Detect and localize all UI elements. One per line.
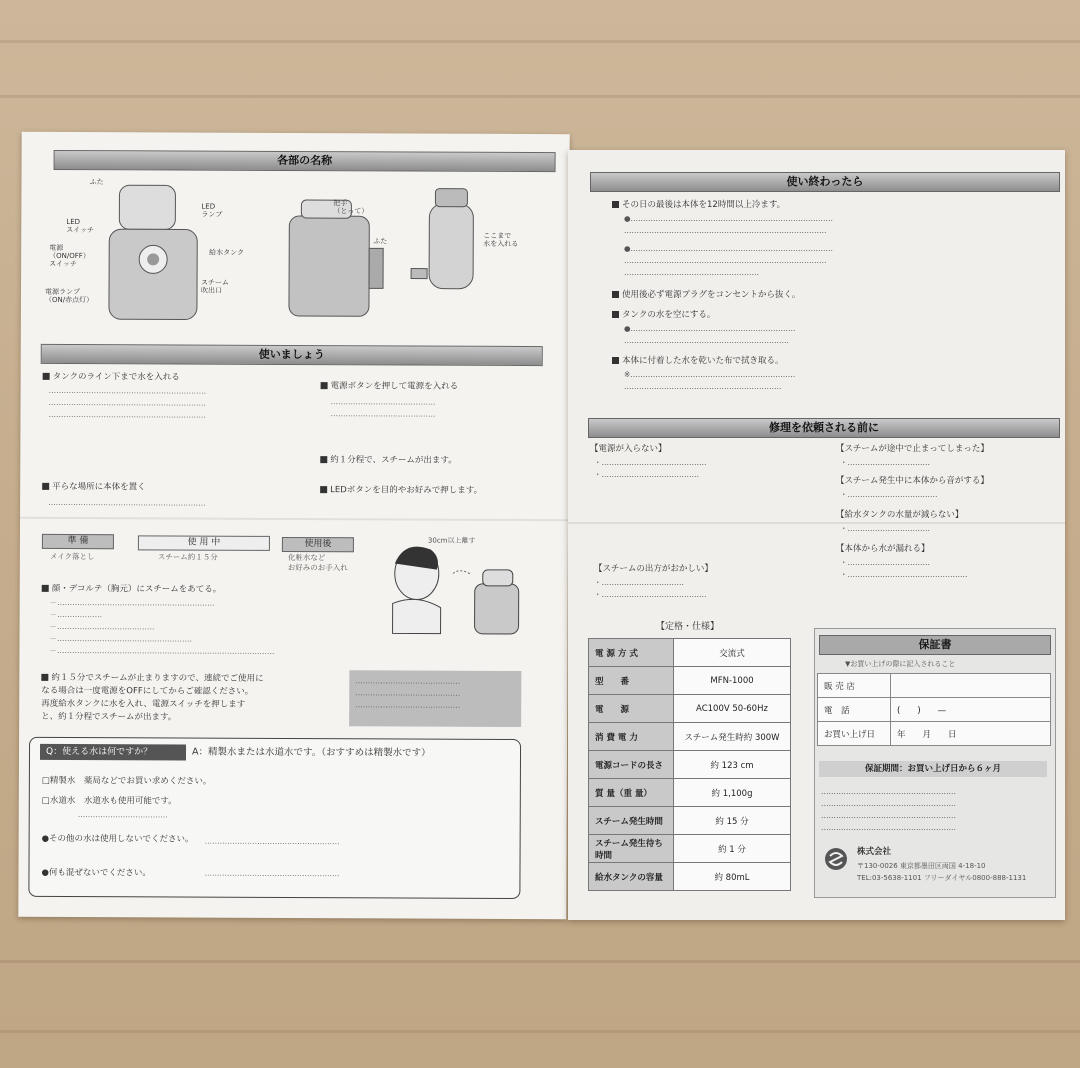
phase-after-use-sub: 化粧水など お好みのお手入れ bbox=[287, 552, 348, 573]
spec-table bbox=[588, 638, 791, 891]
care-item: タンクの水を空にする。 bbox=[612, 310, 715, 321]
fine-print: ……………………………………………………… bbox=[48, 397, 207, 408]
fine-print: ・………………………………………… bbox=[840, 570, 968, 579]
part-label: 電源 （ON/OFF） スイッチ bbox=[49, 243, 90, 269]
care-item: 使用後必ず電源プラグをコンセントから抜く。 bbox=[612, 290, 800, 301]
qa-item: □水道水 水道水も使用可能です。 bbox=[41, 795, 177, 807]
part-label: 把手 （とって） bbox=[333, 199, 369, 216]
part-label: ふた bbox=[373, 237, 388, 246]
warranty-row bbox=[818, 722, 1051, 746]
spec-title: 【定格・仕様】 bbox=[656, 622, 720, 632]
step-power-on: 電源ボタンを押して電源を入れる bbox=[321, 381, 459, 393]
fine-print: ……………………………………………… bbox=[624, 268, 759, 277]
fine-print: －…………………………………………………………………………… bbox=[49, 645, 275, 656]
spec-key: 電 源 bbox=[589, 695, 674, 723]
fine-print: …………………………………… bbox=[355, 688, 461, 698]
spec-key: 給水タンクの容量 bbox=[589, 863, 674, 891]
phase-after-use: 使用後 bbox=[282, 537, 354, 552]
note-box bbox=[349, 670, 521, 727]
fine-print: …………………………………… bbox=[355, 700, 461, 710]
qa-item: □精製水 薬局などでお買い求めください。 bbox=[41, 775, 212, 787]
part-label: 給水タンク bbox=[209, 248, 245, 257]
qa-question: Q：使える水は何ですか？ bbox=[40, 744, 186, 761]
phase-prepare-sub: メイク落とし bbox=[49, 551, 95, 562]
fine-print: ……………………………………………… bbox=[204, 868, 340, 879]
fine-print: ……………………………………………………………………… bbox=[624, 226, 827, 235]
wood-grain bbox=[0, 1030, 1080, 1033]
warranty-card bbox=[814, 628, 1056, 898]
spec-key: スチーム発生時間 bbox=[589, 807, 674, 835]
fine-print: ……………………………………………………… bbox=[48, 385, 207, 396]
spec-key: 電 源 方 式 bbox=[589, 639, 674, 667]
trouble-item: 【スチームが途中で止まってしまった】 bbox=[836, 444, 989, 454]
qa-item: ●その他の水は使用しないでください。 bbox=[41, 833, 194, 845]
phase-in-use: 使 用 中 bbox=[138, 535, 270, 551]
care-item: その日の最後は本体を12時間以上冷ます。 bbox=[612, 200, 785, 211]
fine-print: ・…………………………… bbox=[840, 524, 930, 533]
spec-value: AC100V 50-60Hz bbox=[674, 695, 791, 723]
usage-section-title: 使いましょう bbox=[41, 344, 543, 366]
warranty-value: 年 月 日 bbox=[891, 722, 1051, 746]
wood-grain bbox=[0, 40, 1080, 43]
warranty-value: ( ) — bbox=[891, 698, 1051, 722]
warranty-period: 保証期間：お買い上げ日から６ヶ月 bbox=[819, 761, 1047, 777]
spec-key: スチーム発生待ち時間 bbox=[589, 835, 674, 863]
trouble-item: 【電源が入らない】 bbox=[590, 444, 667, 454]
fine-print: ……………………………………………… bbox=[821, 787, 956, 796]
fine-print: …………………………………… bbox=[330, 409, 436, 419]
spec-value: 約 1,100g bbox=[674, 779, 791, 807]
fine-print: ……………………………………………… bbox=[821, 811, 956, 820]
spec-value: MFN-1000 bbox=[674, 667, 791, 695]
leaflet-left-page bbox=[18, 132, 569, 919]
fine-print: ……………………………………………………… bbox=[624, 382, 782, 391]
company-address: 〒130-0026 東京都墨田区両国 4-18-10 bbox=[857, 862, 986, 870]
company-phone: TEL:03-5638-1101 フリーダイヤル0800-888-1131 bbox=[857, 874, 1027, 882]
spec-value: 約 123 cm bbox=[674, 751, 791, 779]
warranty-title: 保証書 bbox=[819, 635, 1051, 655]
company-logo bbox=[823, 847, 849, 877]
trouble-item: 【本体から水が漏れる】 bbox=[836, 544, 930, 554]
company-name: 株式会社 bbox=[857, 847, 892, 857]
spec-row bbox=[589, 863, 791, 891]
parts-section-title: 各部の名称 bbox=[54, 150, 556, 172]
leaflet-right-page bbox=[568, 150, 1065, 920]
face-steam-illustration bbox=[374, 533, 535, 649]
warranty-key: 販 売 店 bbox=[818, 674, 891, 698]
care-section-title: 使い終わったら bbox=[590, 172, 1060, 192]
fine-print: ●……………………………………………………………………… bbox=[624, 244, 834, 253]
spec-row bbox=[589, 639, 791, 667]
fine-print: ※………………………………………………………… bbox=[624, 370, 796, 379]
warranty-value bbox=[891, 674, 1051, 698]
fine-print: …………………………………… bbox=[355, 676, 461, 686]
step-place-flat: 平らな場所に本体を置く bbox=[42, 482, 146, 493]
phase-prepare: 準 備 bbox=[42, 534, 114, 549]
warranty-table bbox=[817, 673, 1051, 746]
spec-row bbox=[589, 807, 791, 835]
fine-print: ……………………………………………………………………… bbox=[624, 256, 827, 265]
fold-line bbox=[20, 517, 568, 521]
fine-print: ・………………………………… bbox=[594, 470, 699, 479]
spec-key: 電源コードの長さ bbox=[589, 751, 674, 779]
fine-print: ●………………………………………………………… bbox=[624, 324, 796, 333]
qa-answer: A：精製水または水道水です。（おすすめは精製水です） bbox=[191, 746, 431, 759]
step-led: LEDボタンを目的やお好みで押します。 bbox=[320, 485, 482, 497]
spec-value: スチーム発生時約 300W bbox=[674, 723, 791, 751]
spec-row bbox=[589, 751, 791, 779]
part-label: ここまで 水を入れる bbox=[483, 231, 519, 248]
spec-key: 質 量（重 量） bbox=[589, 779, 674, 807]
warranty-row bbox=[818, 674, 1051, 698]
wood-grain bbox=[0, 95, 1080, 98]
spec-row bbox=[589, 695, 791, 723]
warranty-note: ▼お買い上げの際に記入されること bbox=[845, 660, 956, 668]
fine-print: ・…………………………… bbox=[840, 458, 930, 467]
spec-value: 約 15 分 bbox=[674, 807, 791, 835]
fine-print: ……………………………… bbox=[77, 810, 168, 820]
fine-print: －……………………………………………………… bbox=[49, 597, 215, 608]
fine-print: ……………………………………………… bbox=[821, 823, 956, 832]
fine-print: …………………………………… bbox=[330, 397, 436, 407]
spec-key: 型 番 bbox=[589, 667, 674, 695]
trouble-item: 【スチーム発生中に本体から音がする】 bbox=[836, 476, 989, 486]
fine-print: ………………………………………………………… bbox=[624, 336, 789, 345]
spec-value: 約 80mL bbox=[674, 863, 791, 891]
warranty-row bbox=[818, 698, 1051, 722]
distance-note: 30cm以上離す bbox=[427, 536, 476, 545]
spec-value: 約 1 分 bbox=[674, 835, 791, 863]
spec-row bbox=[589, 835, 791, 863]
part-label: スチーム 吹出口 bbox=[201, 278, 229, 295]
fine-print: ・…………………………… bbox=[840, 558, 930, 567]
spec-value: 交流式 bbox=[674, 639, 791, 667]
spec-key: 消 費 電 力 bbox=[589, 723, 674, 751]
step-fill-tank: タンクのライン下まで水を入れる bbox=[43, 372, 180, 384]
spec-row bbox=[589, 667, 791, 695]
part-label: LED ランプ bbox=[201, 202, 223, 219]
fine-print: ……………………………………………………… bbox=[48, 409, 207, 420]
part-label: ふた bbox=[89, 178, 104, 187]
fine-print: ・…………………………………… bbox=[594, 458, 707, 467]
step-repeat-use: 約１５分でスチームが止まりますので、連続でご使用に なる場合は一度電源をOFFにしてからご確認ください。 再度給水タンクに水を入れ、電源スイッチを押します と、約１分程でスチームが出ます。 bbox=[41, 672, 264, 723]
fine-print: ・…………………………………… bbox=[594, 590, 707, 599]
warranty-key: 電 話 bbox=[818, 698, 891, 722]
fine-print: ……………………………………………… bbox=[821, 799, 956, 808]
care-item: 本体に付着した水を乾いた布で拭き取る。 bbox=[612, 356, 784, 367]
trouble-item: 【スチームの出方がおかしい】 bbox=[594, 564, 713, 574]
fine-print: －……………………………………………… bbox=[49, 633, 193, 644]
step-wait-steam: 約１分程で、スチームが出ます。 bbox=[320, 455, 457, 467]
product-illustration bbox=[81, 177, 512, 339]
fine-print: ……………………………………………… bbox=[204, 836, 340, 847]
part-label: 電源ランプ （ON/赤点灯） bbox=[44, 287, 94, 305]
step-apply-steam: 顔・デコルテ（胸元）にスチームをあてる。 bbox=[42, 584, 222, 596]
fine-print: －………………………………… bbox=[49, 621, 155, 632]
fine-print: －……………… bbox=[49, 609, 103, 620]
spec-row bbox=[589, 779, 791, 807]
qa-box bbox=[28, 737, 521, 899]
fine-print: ・…………………………… bbox=[594, 578, 684, 587]
part-label: LED スイッチ bbox=[66, 218, 95, 235]
phase-in-use-sub: スチーム約１５分 bbox=[157, 552, 218, 562]
trouble-item: 【給水タンクの水量が減らない】 bbox=[836, 510, 964, 520]
fine-print: ●……………………………………………………………………… bbox=[624, 214, 834, 223]
fine-print: ・……………………………… bbox=[840, 490, 938, 499]
trouble-section-title: 修理を依頼される前に bbox=[588, 418, 1060, 438]
spec-row bbox=[589, 723, 791, 751]
qa-item: ●何も混ぜないでください。 bbox=[41, 867, 151, 879]
fine-print: ……………………………………………………… bbox=[48, 497, 206, 508]
fold-line bbox=[568, 522, 1065, 524]
wood-grain bbox=[0, 960, 1080, 963]
warranty-key: お買い上げ日 bbox=[818, 722, 891, 746]
